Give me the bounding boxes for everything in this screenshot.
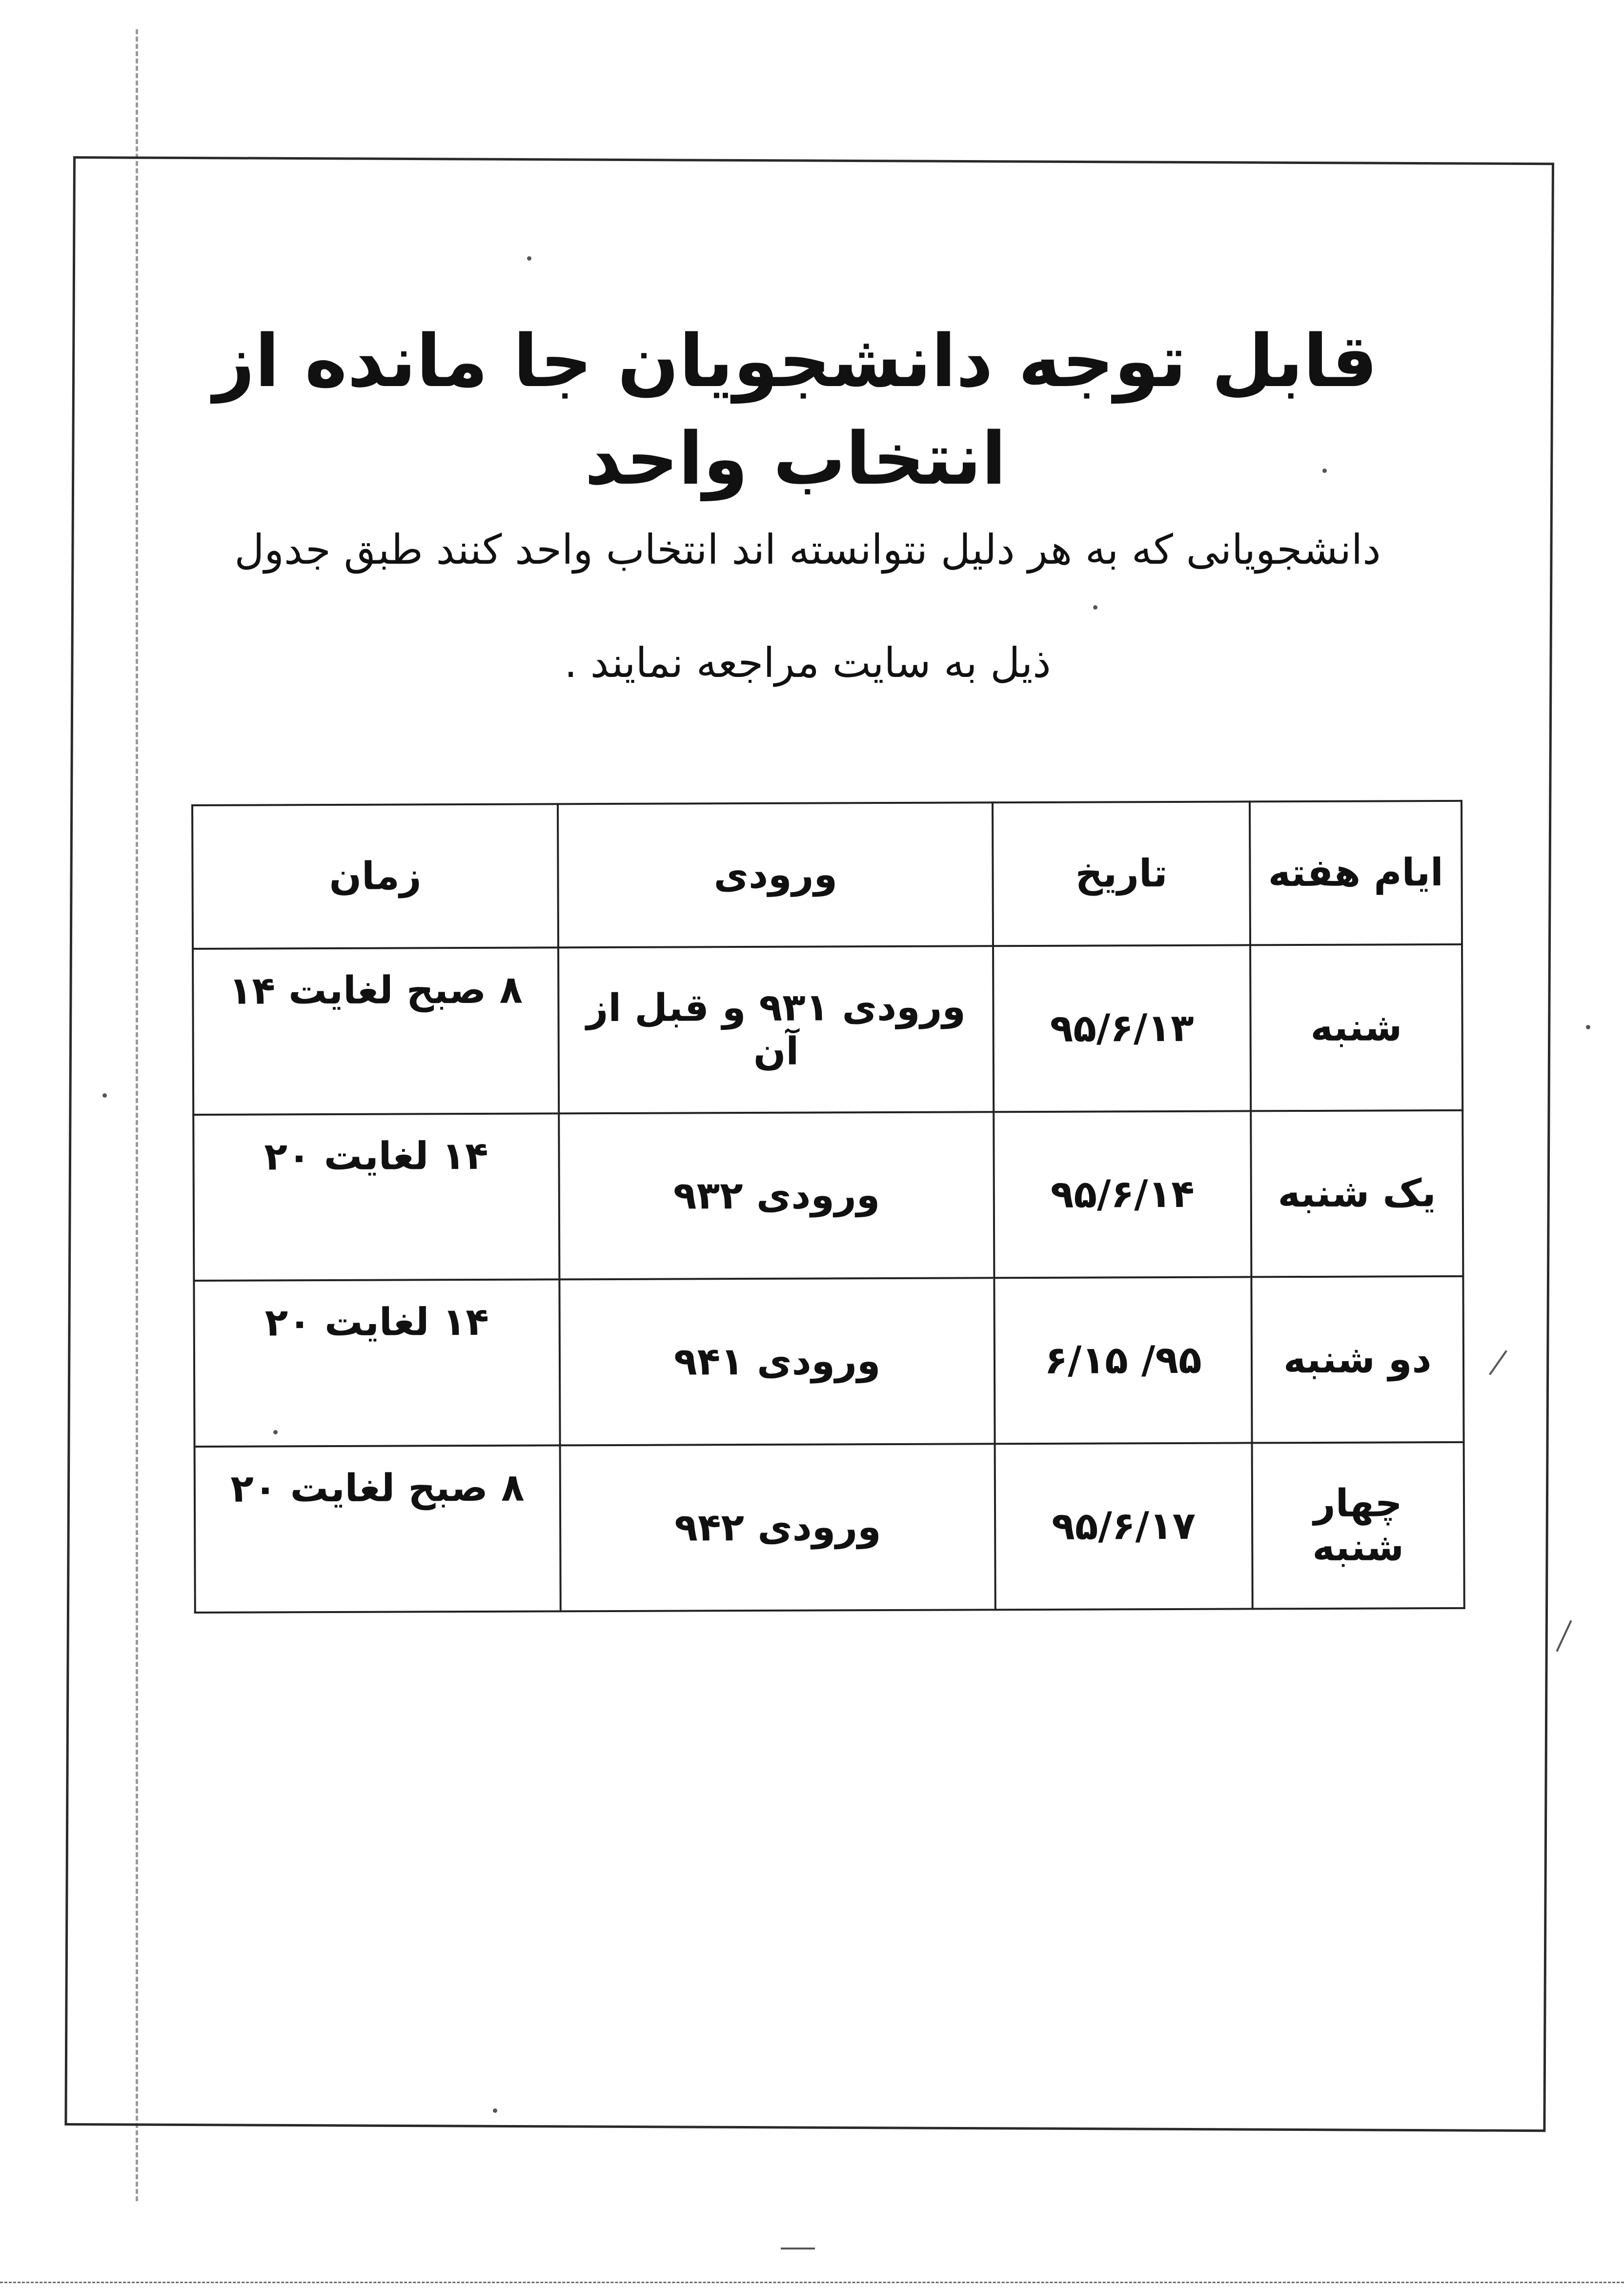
scan-speck (493, 2108, 497, 2113)
cell-date: ۹۵/۶/۱۴ (994, 1111, 1251, 1278)
table-header-row (192, 801, 1462, 949)
cell-entry: ورودی ۹۳۲ (559, 1112, 995, 1279)
cell-day: چهار شنبه (1252, 1442, 1464, 1609)
announcement-line-1: دانشجویانی که به هر دلیل نتوانسته اند انتخاب واحد کنند طبق جدول (234, 526, 1381, 573)
scan-mark (1556, 1620, 1572, 1652)
cell-day: یک شنبه (1251, 1110, 1463, 1277)
cell-entry: ورودی ۹۳۱ و قبل از آن (558, 946, 994, 1113)
scan-speck (527, 256, 531, 261)
cell-time: ۱۴ لغایت ۲۰ (193, 1113, 559, 1281)
cell-day: دو شنبه (1251, 1276, 1464, 1443)
page-title: قابل توجه دانشجویان جا مانده از انتخاب واحد (213, 319, 1378, 501)
scan-mark (0, 2282, 1624, 2283)
cell-date: ۹۵/۶/۱۳ (993, 945, 1250, 1112)
announcement-line-2: ذیل به سایت مراجعه نمایند . (564, 639, 1051, 687)
registration-schedule-table (191, 800, 1465, 1614)
cell-date: ۹۵/۶/۱۷ (995, 1443, 1252, 1610)
scan-speck (273, 1430, 278, 1434)
header-time: زمان (192, 804, 558, 949)
table-row (194, 1276, 1463, 1447)
table-row (195, 1442, 1464, 1613)
announcement-text (210, 493, 1405, 719)
scan-speck (1322, 469, 1327, 473)
cell-entry: ورودی ۹۴۱ (559, 1278, 995, 1445)
header-day: ایام هفته (1250, 801, 1462, 945)
cell-time: ۸ صبح لغایت ۱۴ (193, 947, 559, 1115)
scan-speck (102, 1093, 107, 1098)
table-row (193, 1110, 1463, 1281)
cell-time: ۱۴ لغایت ۲۰ (194, 1279, 560, 1447)
table-row (193, 944, 1462, 1115)
header-entry: ورودی (558, 802, 993, 947)
cell-entry: ورودی ۹۴۲ (560, 1444, 996, 1611)
scan-speck (1093, 605, 1097, 610)
header-date: تاریخ (993, 801, 1250, 946)
cell-date: ۹۵/ ۶/۱۵ (995, 1277, 1252, 1444)
scan-speck (1586, 1025, 1590, 1029)
cell-time: ۸ صبح لغایت ۲۰ (195, 1445, 561, 1613)
scan-mark (781, 2248, 815, 2249)
cell-day: شنبه (1250, 944, 1463, 1111)
